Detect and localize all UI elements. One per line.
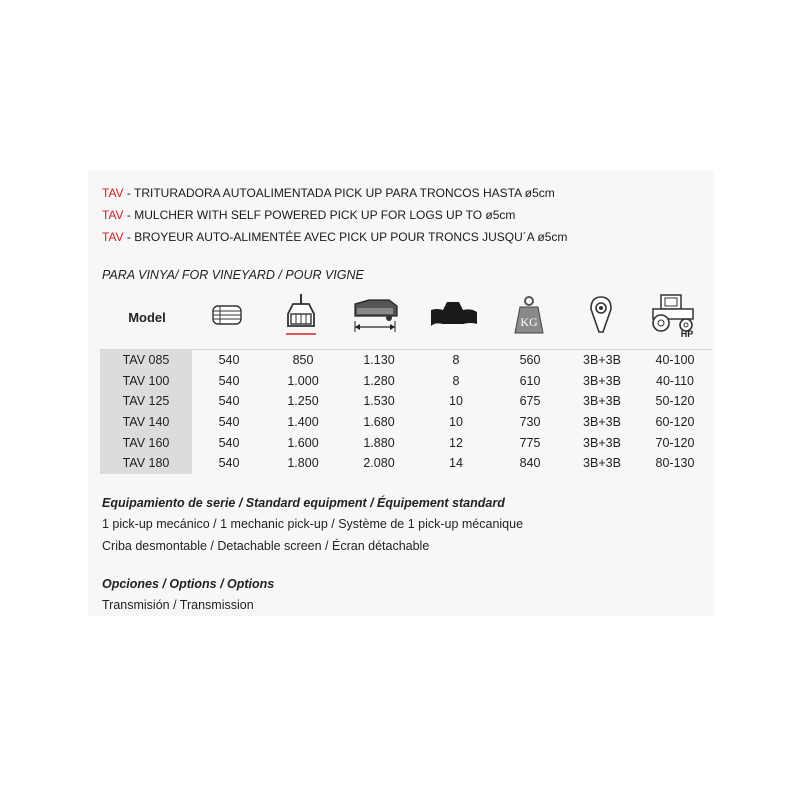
hitch-cell: 3B+3B	[583, 435, 621, 450]
blades-cell: 10	[449, 415, 463, 430]
work-width-cell: 1.000	[287, 373, 319, 388]
weight-cell: 730	[519, 415, 541, 430]
title-text: - MULCHER WITH SELF POWERED PICK UP FOR LOGS UP TO ø5cm	[123, 208, 516, 222]
model-cell: TAV 085	[122, 353, 170, 368]
model-code: TAV	[102, 208, 124, 222]
title-text: - BROYEUR AUTO-ALIMENTÉE AVEC PICK UP POUR TRONCS JUSQU´A ø5cm	[123, 230, 568, 244]
title-line-fr	[102, 229, 567, 245]
blades-cell: 14	[449, 456, 463, 471]
section-vineyard-title: PARA VINYA/ FOR VINEYARD / POUR VIGNE	[102, 268, 364, 282]
standard-equipment-item: Criba desmontable / Detachable screen / Écran détachable	[102, 539, 430, 553]
model-code: TAV	[102, 186, 124, 200]
rpm-cell: 540	[218, 353, 240, 368]
hp-cell: 40-100	[655, 353, 695, 368]
model-code: TAV	[102, 230, 124, 244]
model-cell: TAV 100	[122, 373, 170, 388]
work-width-cell: 850	[292, 353, 314, 368]
pto-shaft-icon	[192, 290, 262, 340]
tractor-hp-text: HP	[680, 329, 694, 338]
total-width-cell: 2.080	[363, 456, 395, 471]
weight-cell: 775	[519, 435, 541, 450]
title-line-en	[102, 207, 515, 223]
options-title: Opciones / Options / Options	[102, 577, 275, 591]
title-line-es	[102, 185, 555, 201]
table-row	[100, 350, 712, 371]
hp-cell: 50-120	[655, 394, 695, 409]
rpm-cell: 540	[218, 435, 240, 450]
table-row	[100, 432, 712, 453]
work-width-cell: 1.250	[287, 394, 319, 409]
weight-kg-icon	[494, 290, 564, 340]
model-cell: TAV 180	[122, 456, 170, 471]
rpm-cell: 540	[218, 415, 240, 430]
standard-equipment-item: 1 pick-up mecánico / 1 mechanic pick-up / Système de 1 pick-up mécanique	[102, 517, 524, 531]
weight-cell: 610	[519, 373, 541, 388]
model-cell: TAV 125	[122, 394, 170, 409]
total-width-icon	[340, 290, 410, 340]
table-row	[100, 391, 712, 412]
table-row	[100, 371, 712, 392]
model-cell: TAV 160	[122, 435, 170, 450]
total-width-cell: 1.880	[363, 435, 395, 450]
blades-cell: 12	[449, 435, 463, 450]
options-item: Transmisión / Transmission	[102, 598, 254, 612]
weight-cell: 840	[519, 456, 541, 471]
hitch-cell: 3B+3B	[583, 394, 621, 409]
rpm-cell: 540	[218, 456, 240, 471]
spec-table	[100, 350, 712, 474]
hitch-category-icon	[566, 290, 636, 340]
hitch-cell: 3B+3B	[583, 456, 621, 471]
hp-cell: 70-120	[655, 435, 695, 450]
rpm-cell: 540	[218, 394, 240, 409]
weight-kg-text: KG	[520, 315, 538, 329]
hitch-cell: 3B+3B	[583, 415, 621, 430]
hammer-blade-icon	[418, 290, 488, 340]
work-width-cell: 1.400	[287, 415, 319, 430]
work-width-cell: 1.600	[287, 435, 319, 450]
total-width-cell: 1.280	[363, 373, 395, 388]
hp-cell: 40-110	[656, 373, 694, 388]
total-width-cell: 1.530	[363, 394, 395, 409]
blades-cell: 10	[449, 394, 463, 409]
hp-cell: 60-120	[655, 415, 695, 430]
model-cell: TAV 140	[122, 415, 170, 430]
weight-cell: 560	[519, 353, 541, 368]
weight-cell: 675	[519, 394, 541, 409]
blades-cell: 8	[452, 353, 460, 368]
total-width-cell: 1.130	[363, 353, 395, 368]
work-width-cell: 1.800	[287, 456, 319, 471]
hp-cell: 80-130	[655, 456, 695, 471]
total-width-cell: 1.680	[363, 415, 395, 430]
table-row	[100, 453, 712, 474]
tractor-hp-icon	[638, 290, 708, 340]
working-width-icon	[266, 290, 336, 340]
blades-cell: 8	[452, 373, 460, 388]
hitch-cell: 3B+3B	[583, 353, 621, 368]
model-column-header: Model	[128, 310, 166, 325]
rpm-cell: 540	[218, 373, 240, 388]
table-row	[100, 412, 712, 433]
hitch-cell: 3B+3B	[583, 373, 621, 388]
title-text: - TRITURADORA AUTOALIMENTADA PICK UP PARA TRONCOS HASTA ø5cm	[123, 186, 555, 200]
standard-equipment-title: Equipamiento de serie / Standard equipment / Équipement standard	[102, 496, 505, 510]
